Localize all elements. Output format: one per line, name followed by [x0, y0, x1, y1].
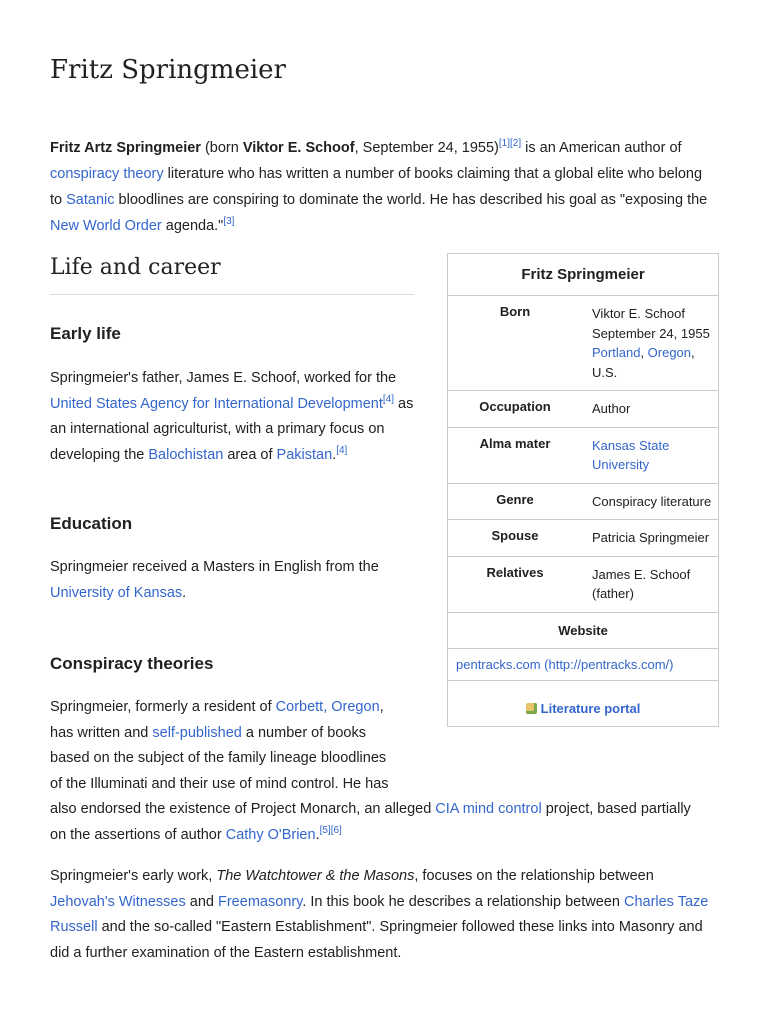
watchtower-paragraph: Springmeier's early work, The Watchtower & the Masons, focuses on the relationship between Jehovah's Witnesses and Freemasonry. In this book he describes a relationship between Charles Taze Russell and the so-called "Eastern Establishment". Springmeier followed these links into Masonry and did a further examination of the Eastern establishment. [50, 868, 709, 961]
jehovahs-witnesses-link[interactable]: Jehovah's Witnesses [50, 893, 186, 910]
self-published-link[interactable]: self-published [152, 724, 242, 741]
oregon-link[interactable]: Oregon [647, 345, 692, 360]
section-heading-life-career: Life and career [50, 255, 414, 295]
education-paragraph: Springmeier received a Masters in English from the University of Kansas. [50, 559, 379, 601]
cathy-obrien-link[interactable]: Cathy O'Brien [225, 826, 316, 843]
heading-early-life: Early life [50, 324, 121, 343]
lead-paragraph: Fritz Artz Springmeier (born Viktor E. Schoof, September 24, 1955)[1][2] is an American author of conspiracy theory literature who has written a number of books claiming that a global elite who belong to Satanic bloodlines are conspiring to dominate the world. He has described his goal as "exposing the New World Order agenda."[3] [50, 138, 708, 234]
infobox-row-genre: Genre Conspiracy literature [448, 484, 718, 521]
pakistan-link[interactable]: Pakistan [276, 446, 333, 463]
page-title: Fritz Springmeier [50, 55, 286, 85]
charles-taze-russell-link[interactable]: Charles Taze Russell [50, 893, 709, 935]
portland-link[interactable]: Portland [592, 345, 641, 360]
portal-book-icon [526, 703, 537, 714]
new-world-order-link[interactable]: New World Order [50, 218, 162, 234]
balochistan-link[interactable]: Balochistan [148, 446, 224, 463]
usaid-link[interactable]: United States Agency for International Development [50, 395, 383, 412]
cia-mind-control-link[interactable]: CIA mind control [435, 801, 542, 817]
infobox-row-occupation: Occupation Author [448, 391, 718, 428]
infobox-website-label: Website [448, 613, 718, 649]
ref-2-link[interactable]: [2] [510, 138, 522, 150]
satanic-link[interactable]: Satanic [66, 192, 115, 208]
corbett-oregon-link[interactable]: Corbett, Oregon [275, 699, 380, 715]
book-title: The Watchtower & the Masons [216, 868, 415, 884]
freemasonry-link[interactable]: Freemasonry [218, 893, 303, 910]
ref-1-link[interactable]: [1] [498, 138, 511, 150]
subject-name: Fritz Artz Springmeier [50, 140, 201, 156]
ref-4-link[interactable]: [4] [382, 393, 395, 405]
conspiracy-theory-link[interactable]: conspiracy theory [50, 166, 164, 182]
early-life-paragraph: Springmeier's father, James E. Schoof, worked for the United States Agency for International Development[4] as an international agriculturist, with a primary focus on developing the Balochistan area of Pakistan.[4] [50, 370, 414, 463]
infobox-row-alma-mater: Alma mater Kansas State University [448, 428, 718, 484]
birth-name: Viktor E. Schoof [242, 140, 355, 156]
literature-portal [448, 681, 718, 726]
infobox [447, 253, 719, 727]
heading-education: Education [50, 514, 133, 533]
university-of-kansas-link[interactable]: University of Kansas [50, 584, 183, 601]
infobox-row-born: Born Viktor E. Schoof September 24, 1955 Portland, Oregon, U.S. [448, 296, 718, 391]
literature-portal-link[interactable]: Literature portal [540, 700, 641, 716]
infobox-row-spouse: Spouse Patricia Springmeier [448, 520, 718, 557]
website-link[interactable]: pentracks.com (http://pentracks.com/) [456, 656, 674, 672]
kansas-state-university-link[interactable]: Kansas State University [592, 437, 670, 472]
ref-6-link[interactable]: [6] [330, 824, 342, 836]
infobox-row-relatives: Relatives James E. Schoof (father) [448, 557, 718, 613]
heading-conspiracy-theories: Conspiracy theories [50, 654, 214, 673]
ref-3-link[interactable]: [3] [223, 216, 235, 228]
ref-4b-link[interactable]: [4] [336, 444, 348, 456]
ref-5-link[interactable]: [5] [319, 824, 331, 836]
infobox-title: Fritz Springmeier [448, 254, 718, 296]
